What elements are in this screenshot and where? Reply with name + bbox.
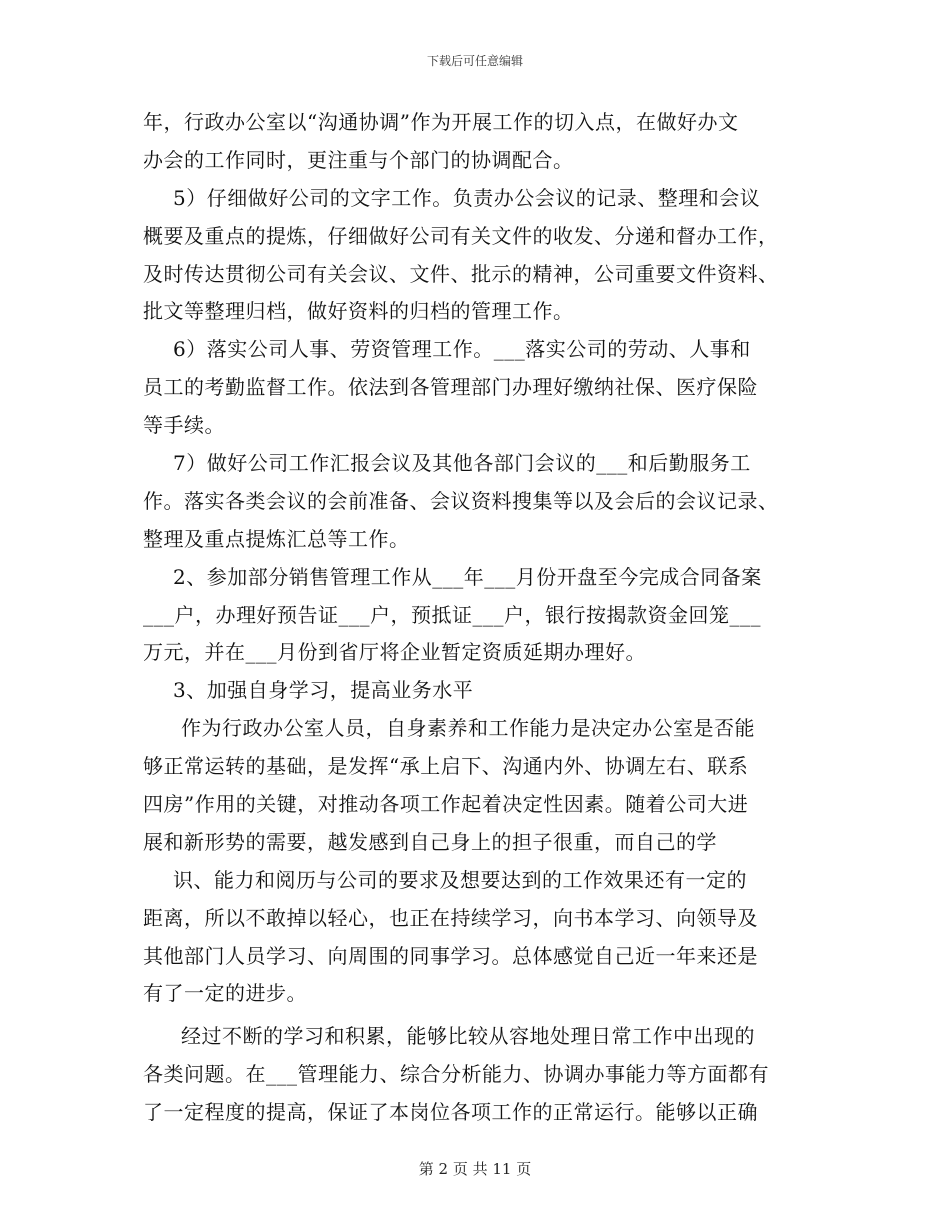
document-body [143, 104, 808, 1132]
text-line: 识、能力和阅历与公司的要求及想要达到的工作效果还有一定的 [173, 867, 747, 892]
text-line: 整理及重点提炼汇总等工作。 [143, 526, 410, 551]
text-line: 了一定程度的提高，保证了本岗位各项工作的正常运行。能够以正确 [143, 1100, 758, 1125]
text-line: 作。落实各类会议的会前准备、会议资料搜集等以及会后的会议记录、 [143, 488, 779, 513]
section-heading: 3、加强自身学习，提高业务水平 [173, 678, 474, 703]
text-line: 等手续。 [143, 413, 225, 438]
text-line: 2、参加部分销售管理工作从___年___月份开盘至今完成合同备案 [173, 564, 762, 589]
text-line: 7）做好公司工作汇报会议及其他各部门会议的___和后勤服务工 [173, 451, 751, 476]
text-line: 经过不断的学习和积累，能够比较从容地处理日常工作中出现的 [181, 1024, 755, 1049]
text-line: 6）落实公司人事、劳资管理工作。___落实公司的劳动、人事和 [173, 337, 751, 362]
text-line: 够正常运转的基础，是发挥“承上启下、沟通内外、协调左右、联系 [143, 754, 749, 779]
text-line: 其他部门人员学习、向周围的同事学习。总体感觉自己近一年来还是 [143, 943, 758, 968]
text-line: 作为行政办公室人员，自身素养和工作能力是决定办公室是否能 [181, 716, 755, 741]
text-line: 万元，并在___月份到省厅将企业暂定资质延期办理好。 [143, 640, 646, 665]
text-line: 批文等整理归档，做好资料的归档的管理工作。 [143, 299, 574, 324]
text-line: 展和新形势的需要，越发感到自己身上的担子很重，而自己的学 [143, 829, 717, 854]
text-line: 员工的考勤监督工作。依法到各管理部门办理好缴纳社保、医疗保险 [143, 375, 758, 400]
text-line: 5）仔细做好公司的文字工作。负责办公会议的记录、整理和会议 [173, 185, 761, 210]
text-line: 概要及重点的提炼，仔细做好公司有关文件的收发、分递和督办工作， [143, 223, 779, 248]
text-line: 四房”作用的关键，对推动各项工作起着决定性因素。随着公司大进 [143, 792, 749, 817]
text-line: 距离，所以不敢掉以轻心，也正在持续学习，向书本学习、向领导及 [143, 905, 758, 930]
page-number-indicator: 第 2 页 共 11 页 [418, 1160, 532, 1178]
page-header-note: 下载后可任意编辑 [426, 54, 523, 68]
text-line: 办会的工作同时，更注重与个部门的协调配合。 [143, 147, 574, 172]
text-line: 各类问题。在___管理能力、综合分析能力、协调办事能力等方面都有 [143, 1062, 769, 1087]
text-line: 年，行政办公室以“沟通协调”作为开展工作的切入点，在做好办文 [143, 110, 739, 134]
text-line: ___户，办理好预告证___户，预抵证___户，银行按揭款资金回笼___ [143, 602, 761, 627]
text-line: 有了一定的进步。 [143, 981, 307, 1006]
text-line: 及时传达贯彻公司有关会议、文件、批示的精神，公司重要文件资料、 [143, 261, 779, 286]
